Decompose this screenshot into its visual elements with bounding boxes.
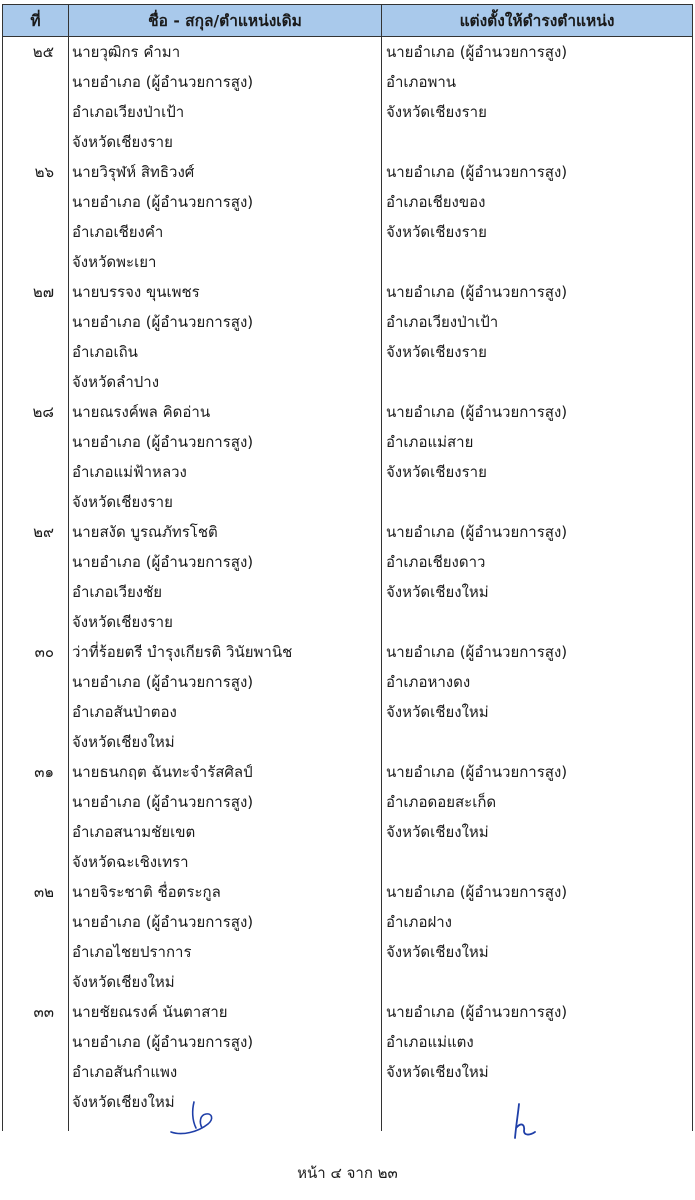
appointment-table	[2, 4, 693, 1131]
new-position-line: นายอำเภอ (ผู้อำนวยการสูง)	[386, 163, 568, 181]
header-new-position: แต่งตั้งให้ดำรงตำแหน่ง	[382, 5, 693, 37]
new-position-line	[382, 607, 692, 637]
row-number: ๒๙	[3, 517, 69, 637]
new-position-line: อำเภอแม่สาย	[386, 433, 474, 451]
table-row	[3, 877, 693, 997]
old-position-cell	[69, 37, 382, 158]
new-position-line: อำเภอหางดง	[386, 673, 471, 691]
old-position-line: นายอำเภอ (ผู้อำนวยการสูง)	[72, 553, 254, 571]
new-position-line: นายอำเภอ (ผู้อำนวยการสูง)	[386, 283, 568, 301]
new-position-cell	[382, 997, 693, 1117]
signature-mark-right	[511, 1100, 541, 1142]
new-position-line	[382, 727, 692, 757]
old-position-line: จังหวัดเชียงราย	[72, 613, 173, 631]
table-row	[3, 157, 693, 277]
old-position-line: นายสงัด บูรณภัทรโชติ	[72, 523, 218, 541]
old-position-line: ว่าที่ร้อยตรี บำรุงเกียรติ วินัยพานิช	[72, 643, 293, 661]
table-row	[3, 397, 693, 517]
new-position-line: นายอำเภอ (ผู้อำนวยการสูง)	[386, 43, 568, 61]
old-position-line: อำเภอเถิน	[72, 343, 138, 361]
table-row	[3, 997, 693, 1117]
old-position-line: อำเภอเวียงป่าเป้า	[72, 103, 185, 121]
old-position-line: จังหวัดลำปาง	[72, 373, 160, 391]
old-position-line: จังหวัดเชียงราย	[72, 493, 173, 511]
row-number: ๒๖	[3, 157, 69, 277]
new-position-line: นายอำเภอ (ผู้อำนวยการสูง)	[386, 403, 568, 421]
new-position-cell	[382, 877, 693, 997]
new-position-line	[382, 367, 692, 397]
page-number: หน้า ๔ จาก ๒๓	[297, 1164, 398, 1182]
old-position-cell	[69, 517, 382, 637]
old-position-line: นายอำเภอ (ผู้อำนวยการสูง)	[72, 793, 254, 811]
new-position-line: นายอำเภอ (ผู้อำนวยการสูง)	[386, 763, 568, 781]
new-position-cell	[382, 397, 693, 517]
new-position-line	[382, 247, 692, 277]
old-position-cell	[69, 157, 382, 277]
old-position-cell	[69, 637, 382, 757]
new-position-line: อำเภอเชียงของ	[386, 193, 486, 211]
row-number: ๒๕	[3, 37, 69, 158]
old-position-line: นายอำเภอ (ผู้อำนวยการสูง)	[72, 673, 254, 691]
old-position-line: นายบรรจง ขุนเพชร	[72, 283, 200, 301]
new-position-cell	[382, 157, 693, 277]
old-position-line: นายณรงค์พล คิดอ่าน	[72, 403, 211, 421]
new-position-line: จังหวัดเชียงราย	[386, 103, 487, 121]
old-position-cell	[69, 877, 382, 997]
old-position-line: นายวิรุฬห์ สิทธิวงศ์	[72, 163, 195, 181]
old-position-cell	[69, 757, 382, 877]
old-position-line: นายธนกฤต ฉันทะจำรัสศิลป์	[72, 763, 253, 781]
new-position-line: นายอำเภอ (ผู้อำนวยการสูง)	[386, 883, 568, 901]
old-position-line: อำเภอเชียงคำ	[72, 223, 164, 241]
old-position-line: จังหวัดเชียงใหม่	[72, 1093, 175, 1111]
old-position-line: อำเภอสนามชัยเขต	[72, 823, 196, 841]
old-position-line: นายอำเภอ (ผู้อำนวยการสูง)	[72, 913, 254, 931]
old-position-cell	[69, 397, 382, 517]
new-position-line: อำเภอเวียงป่าเป้า	[386, 313, 499, 331]
old-position-line: อำเภอสันกำแพง	[72, 1063, 178, 1081]
new-position-line: จังหวัดเชียงราย	[386, 343, 487, 361]
old-position-line: นายวุฒิกร คำมา	[72, 43, 181, 61]
old-position-line: จังหวัดฉะเชิงเทรา	[72, 853, 189, 871]
old-position-line: นายจิระชาติ ชื่อตระกูล	[72, 883, 221, 901]
old-position-cell	[69, 997, 382, 1117]
new-position-line: จังหวัดเชียงราย	[386, 463, 487, 481]
new-position-line: จังหวัดเชียงราย	[386, 223, 487, 241]
new-position-line: จังหวัดเชียงใหม่	[386, 1063, 489, 1081]
old-position-line: จังหวัดเชียงใหม่	[72, 733, 175, 751]
new-position-line	[382, 967, 692, 997]
old-position-line: จังหวัดเชียงราย	[72, 133, 173, 151]
table-row	[3, 37, 693, 158]
old-position-line: นายอำเภอ (ผู้อำนวยการสูง)	[72, 313, 254, 331]
new-position-line: อำเภอพาน	[386, 73, 457, 91]
old-position-line: นายอำเภอ (ผู้อำนวยการสูง)	[72, 1033, 254, 1051]
old-position-line: นายอำเภอ (ผู้อำนวยการสูง)	[72, 73, 254, 91]
old-position-line: อำเภอสันป่าตอง	[72, 703, 177, 721]
row-number: ๓๐	[3, 637, 69, 757]
signature-mark-left	[168, 1098, 218, 1140]
new-position-line	[382, 487, 692, 517]
table-row	[3, 637, 693, 757]
new-position-line: จังหวัดเชียงใหม่	[386, 703, 489, 721]
new-position-line: อำเภอฝาง	[386, 913, 452, 931]
new-position-line: จังหวัดเชียงใหม่	[386, 823, 489, 841]
row-number: ๒๘	[3, 397, 69, 517]
table-row	[3, 517, 693, 637]
new-position-cell	[382, 637, 693, 757]
row-number: ๓๑	[3, 757, 69, 877]
old-position-line: อำเภอเวียงชัย	[72, 583, 163, 601]
header-old-position: ชื่อ - สกุล/ตำแหน่งเดิม	[69, 5, 382, 37]
old-position-line: นายอำเภอ (ผู้อำนวยการสูง)	[72, 433, 254, 451]
table-row	[3, 757, 693, 877]
spacer-cell	[69, 1117, 382, 1131]
row-number: ๓๒	[3, 877, 69, 997]
new-position-line: อำเภอดอยสะเก็ด	[386, 793, 497, 811]
table-row	[3, 277, 693, 397]
new-position-line: อำเภอเชียงดาว	[386, 553, 486, 571]
row-number: ๓๓	[3, 997, 69, 1117]
old-position-line: จังหวัดเชียงใหม่	[72, 973, 175, 991]
new-position-cell	[382, 517, 693, 637]
new-position-cell	[382, 277, 693, 397]
old-position-line: นายชัยณรงค์ นันตาสาย	[72, 1003, 228, 1021]
new-position-cell	[382, 37, 693, 158]
old-position-line: จังหวัดพะเยา	[72, 253, 157, 271]
new-position-line: นายอำเภอ (ผู้อำนวยการสูง)	[386, 523, 568, 541]
new-position-line: จังหวัดเชียงใหม่	[386, 583, 489, 601]
old-position-line: อำเภอไชยปราการ	[72, 943, 192, 961]
new-position-line	[382, 127, 692, 157]
old-position-line: อำเภอแม่ฟ้าหลวง	[72, 463, 187, 481]
new-position-line: นายอำเภอ (ผู้อำนวยการสูง)	[386, 1003, 568, 1021]
new-position-cell	[382, 757, 693, 877]
new-position-line: อำเภอแม่แตง	[386, 1033, 474, 1051]
new-position-line: จังหวัดเชียงใหม่	[386, 943, 489, 961]
table-bottom-spacer	[3, 1117, 693, 1131]
header-no: ที่	[3, 5, 69, 37]
new-position-line: นายอำเภอ (ผู้อำนวยการสูง)	[386, 643, 568, 661]
old-position-cell	[69, 277, 382, 397]
old-position-line: นายอำเภอ (ผู้อำนวยการสูง)	[72, 193, 254, 211]
new-position-line	[382, 847, 692, 877]
row-number: ๒๗	[3, 277, 69, 397]
spacer-cell	[3, 1117, 69, 1131]
table-header-row	[3, 5, 693, 37]
